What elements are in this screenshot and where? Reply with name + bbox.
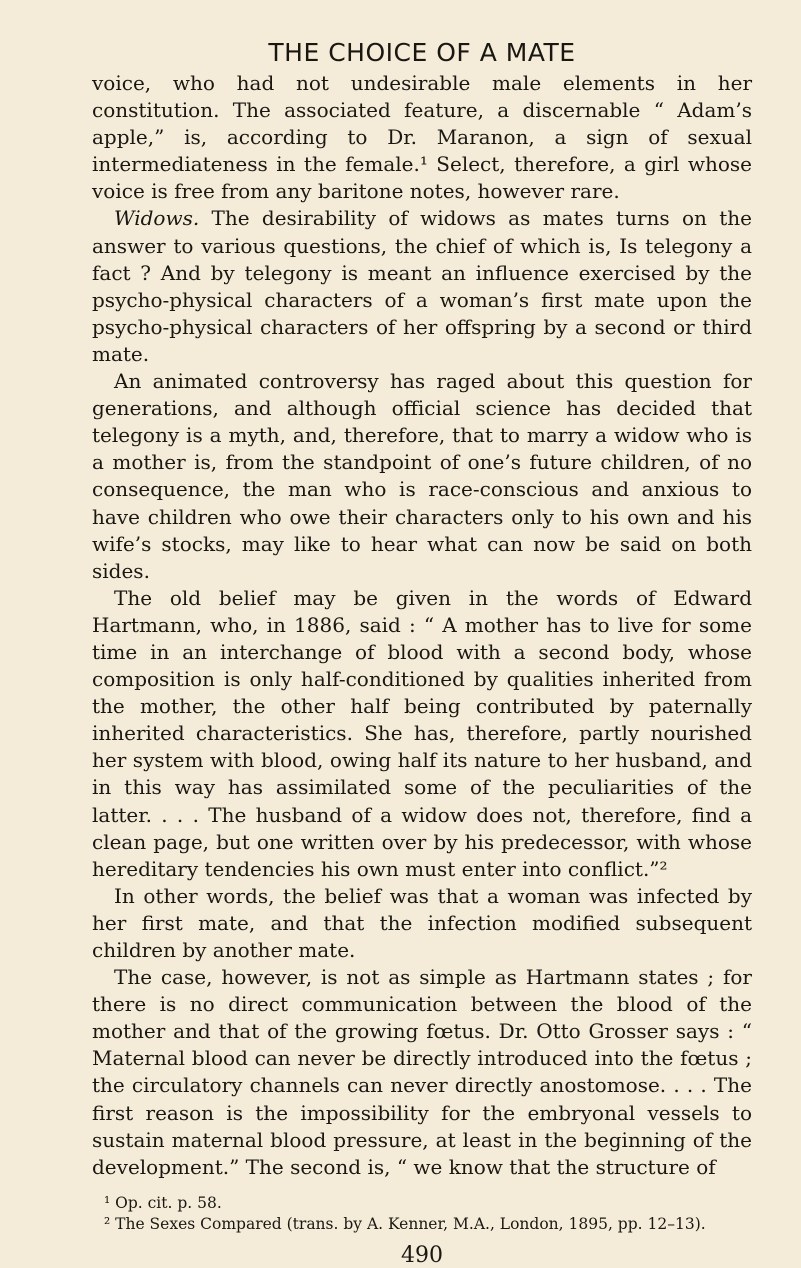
paragraph-6: The case, however, is not as simple as Hartmann states ; for there is no direct communication between the blood of the mother and that of the growing fœtus. Dr. Otto Grosser says : “ Maternal blood can never be directly introduced into the fœtus ; the circulatory channels can never directly anostomose. . . . The first reason is the impossibility for the embryonal vessels to sustain maternal blood pressure, at least in the beginning of the development.” The second is, “ we know that the structure of bbox=[92, 965, 752, 1179]
paragraph-1: voice, who had not undesirable male elements in her constitution. The associated feature, a discernable “ Adam’s apple,” is, according to Dr. Maranon, a sign of sexual intermediateness in the female.¹ Select, therefore, a girl whose voice is free from any baritone notes, however rare. bbox=[92, 71, 752, 204]
body-text bbox=[92, 70, 752, 1181]
paragraph-2-text: The desirability of widows as mates turns on the answer to various questions, the chief of which is, Is telegony a fact ? And by telegony is meant an influence exercised by the psycho-physical characters of a woman’s first mate upon the psycho-physical characters of her offspring by a second or third mate. bbox=[92, 206, 752, 366]
paragraph-4: The old belief may be given in the words of Edward Hartmann, who, in 1886, said : “ A mother has to live for some time in an interchange of blood with a second body, whose composition is only half-conditioned by qualities inherited from the mother, the other half being contributed by paternally inherited characteristics. She has, therefore, partly nourished her system with blood, owing half its nature to her husband, and in this way has assimilated some of the peculiarities of the latter. . . . The husband of a widow does not, therefore, find a clean page, but one written over by his predecessor, with whose hereditary tendencies his own must enter into conflict.”² bbox=[92, 585, 752, 881]
footnote-2: ² The Sexes Compared (trans. by A. Kenner, M.A., London, 1895, pp. 12–13). bbox=[104, 1214, 706, 1233]
widows-heading: Widows. bbox=[114, 206, 200, 231]
running-title: THE CHOICE OF A MATE bbox=[268, 38, 576, 67]
paragraph-2 bbox=[92, 205, 752, 368]
book-page bbox=[92, 38, 752, 1268]
paragraph-3: An animated controversy has raged about this question for generations, and although official science has decided that telegony is a myth, and, therefore, that to marry a widow who is a mother is, from the standpoint of one’s future children, of no consequence, the man who is race-conscious and anxious to have children who owe their characters only to his own and his wife’s stocks, may like to hear what can now be said on both sides. bbox=[92, 369, 752, 583]
footnote-1: ¹ Op. cit. p. 58. bbox=[104, 1193, 222, 1212]
page-number: 490 bbox=[401, 1242, 443, 1268]
paragraph-5: In other words, the belief was that a woman was infected by her first mate, and that the infection modified subsequent children by another mate. bbox=[92, 883, 752, 962]
footnotes bbox=[92, 1193, 752, 1235]
